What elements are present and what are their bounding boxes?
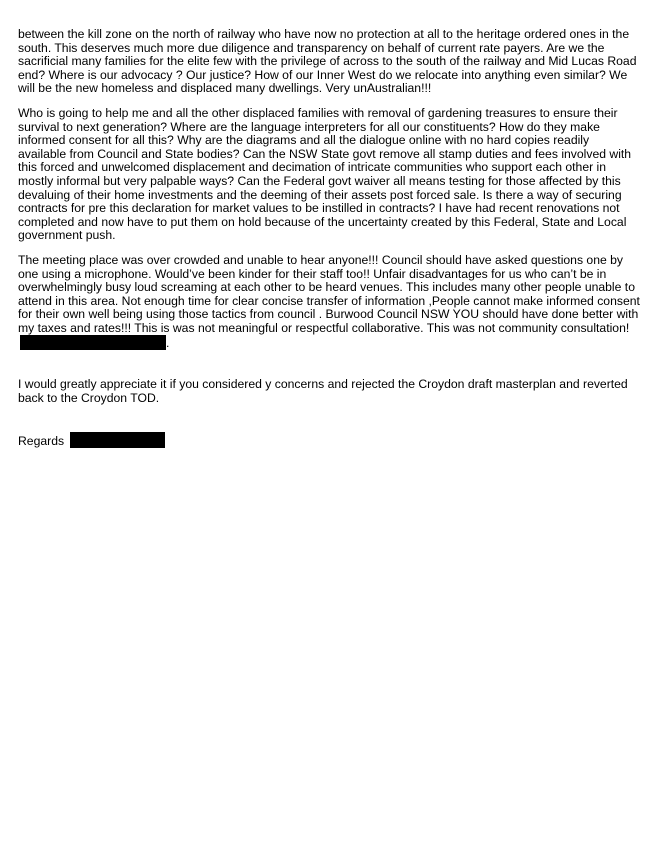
meeting-place-end: . — [166, 336, 170, 351]
paragraph-request: I would greatly appreciate it if you considered y concerns and rejected the Croydon draft masterplan and reverted back to the Croydon TOD. — [18, 377, 628, 405]
paragraph-meeting-place — [18, 254, 640, 351]
redacted-signature — [70, 432, 165, 448]
paragraph-heritage-concerns: between the kill zone on the north of railway who have now no protection at all to the heritage ordered ones in the south. This deserves much more due diligence and transparency on behalf of current rate payers. Are we the sacrificial many families for the elite few with the privilege of across to the south of the railway and Mid Lucas Road end? Where is our advocacy ? Our justice? How of our Inner West do we relocate into anything even similar? We will be the new homeless and displaced many dwellings. Very unAustralian!!! — [18, 27, 637, 96]
meeting-place-text: The meeting place was over crowded and unable to hear anyone!!! Council should have asked questions one by one using a microphone. Would’ve been kinder for their staff too!! Unfair disadvantages for us who can’t be in overwhelmingly busy loud screaming at each other to be heard venues. This includes many other people unable to attend in this area. Not enough time for clear concise transfer of information ,People cannot make informed consent for their own well being using those tactics from council . Burwood Council NSW YOU should have done better with my taxes and rates!!! This is was not meaningful or respectful collaborative. This was not community consultation! — [18, 252, 640, 335]
letter-page — [18, 28, 640, 449]
regards-text: Regards — [18, 434, 68, 449]
paragraph-displaced-families: Who is going to help me and all the other displaced families with removal of gardening treasures to ensure their survival to next generation? Where are the language interpreters for all our constituents? How do they make informed consent for all this? Why are the diagrams and all the dialogue online with no hard copies readily available from Council and State bodies? Can the NSW State govt remove all stamp duties and fees involved with this forced and unwelcomed displacement and decimation of intricate communities who support each other in mostly informal but very palpable ways? Can the Federal govt waiver all means testing for those affected by this devaluing of their home investments and the deeming of their assets post forced sale. Is there a way of securing contracts for pre this declaration for market values to be instilled in contracts? I have had recent renovations not completed and now have to put them on hold because of the uncertainty created by this Federal, State and Local government push. — [18, 105, 632, 243]
signoff — [18, 432, 640, 449]
redaction-block — [20, 335, 166, 350]
